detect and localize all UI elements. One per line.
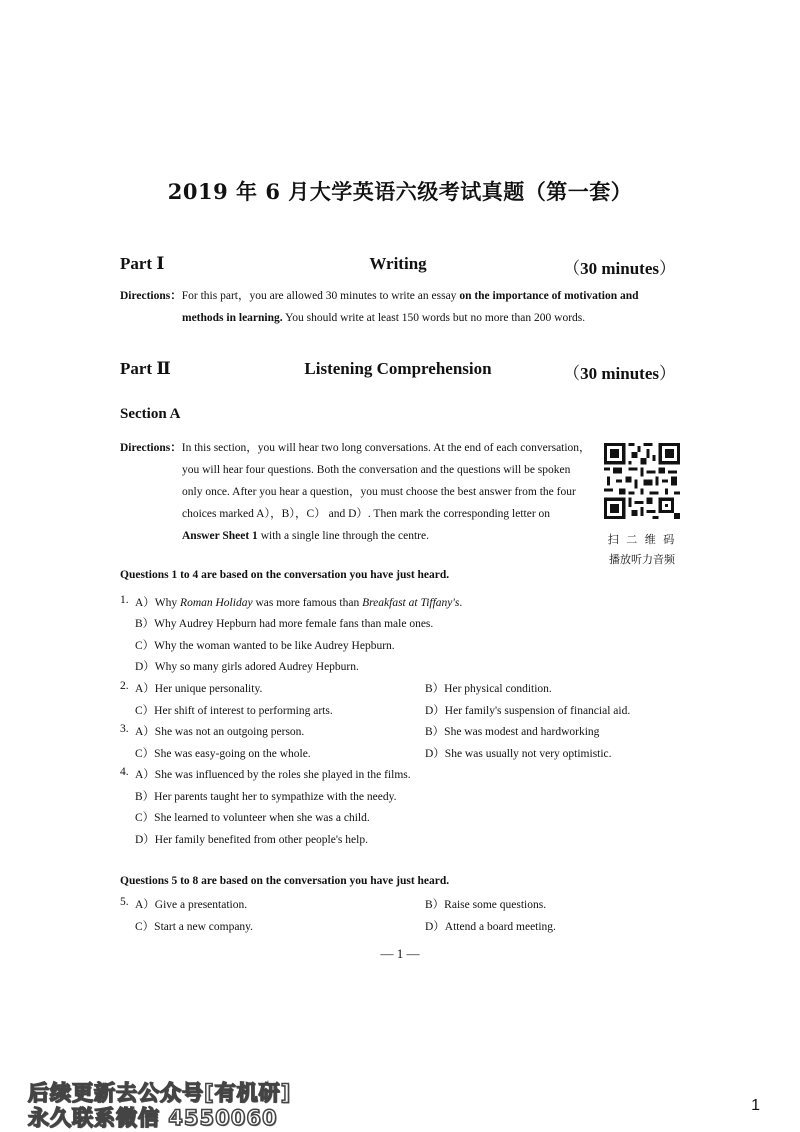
part-1-directions: Directions：For this part，you are allowed 30 minutes to write an essay on the importance of motivation and methods in learning. You should write at least 150 words but no more than 200 words. [120,290,639,324]
option-5c[interactable]: C）Start a new company. [135,921,254,933]
option-2c[interactable]: C）Her shift of interest to performing arts. [135,705,333,717]
option-3d[interactable]: D）She was usually not very optimistic. [425,748,612,760]
option-3c[interactable]: C）She was easy-going on the whole. [135,748,311,760]
section-a-directions: Directions：In this section，you will hear two long conversations. At the end of each conversation， you will hear four questions. Both the conversation and the questions will be spoken only once. After you hear a question，you must choose the best answer from the four choices marked A），B），C） and D）. Then mark the corresponding letter on Answer Sheet 1 with a single line through the centre. [120,442,591,542]
option-4a[interactable]: A）She was influenced by the roles she played in the films. [135,769,411,781]
question-number: 5. [120,896,129,908]
option-1b[interactable]: B）Why Audrey Hepburn had more female fans than male ones. [135,618,434,630]
qr-caption-audio: 播放听力音频 [609,553,675,566]
page-title: 2019 年 6 月大学英语六级考试真题（第一套） [167,179,633,204]
watermark-line-1: 后续更新去公众号[有机研] [28,1081,292,1105]
directions-label: Directions： [120,290,182,302]
option-1d[interactable]: D）Why so many girls adored Audrey Hepburn. [135,661,359,673]
qr-caption-scan: 扫 二 维 码 [607,533,677,546]
page-footer: — 1 — [380,946,420,961]
page-number: 1 [751,1097,760,1114]
question-number: 2. [120,680,129,692]
option-2a[interactable]: A）Her unique personality. [135,683,263,695]
option-5d[interactable]: D）Attend a board meeting. [425,921,556,933]
part-2-time: （30 minutes） [563,364,676,383]
part-2-header [120,359,676,385]
option-3b[interactable]: B）She was modest and hardworking [425,726,600,738]
question-number: 3. [120,723,129,735]
option-2d[interactable]: D）Her family's suspension of financial aid. [425,705,631,717]
question-group-1-heading: Questions 1 to 4 are based on the conversation you have just heard. [120,569,450,581]
option-5b[interactable]: B）Raise some questions. [425,899,547,911]
option-1c[interactable]: C）Why the woman wanted to be like Audrey Hepburn. [135,640,395,652]
question-number: 1. [120,594,129,606]
question-group-2-heading: Questions 5 to 8 are based on the conversation you have just heard. [120,875,450,887]
part-1-header [120,254,676,280]
question-number: 4. [120,766,129,778]
section-a-heading: Section A [120,406,181,422]
part-2-name: Listening Comprehension [304,359,492,378]
option-4b[interactable]: B）Her parents taught her to sympathize with the needy. [135,791,397,803]
qr-code-image[interactable] [604,443,680,519]
part-1-time: （30 minutes） [563,259,676,278]
option-1a[interactable]: A）Why Roman Holiday was more famous than Breakfast at Tiffany's. [135,597,463,609]
option-3a[interactable]: A）She was not an outgoing person. [135,726,305,738]
part-1-label: Part Ⅰ [120,254,165,273]
part-1-name: Writing [369,254,427,273]
directions-label: Directions： [120,442,182,454]
option-5a[interactable]: A）Give a presentation. [135,899,248,911]
option-2b[interactable]: B）Her physical condition. [425,683,552,695]
part-2-label: Part Ⅱ [120,359,171,378]
option-4d[interactable]: D）Her family benefited from other people's help. [135,834,368,846]
watermark-line-2: 永久联系微信 4550060 [28,1106,278,1130]
option-4c[interactable]: C）She learned to volunteer when she was a child. [135,812,370,824]
